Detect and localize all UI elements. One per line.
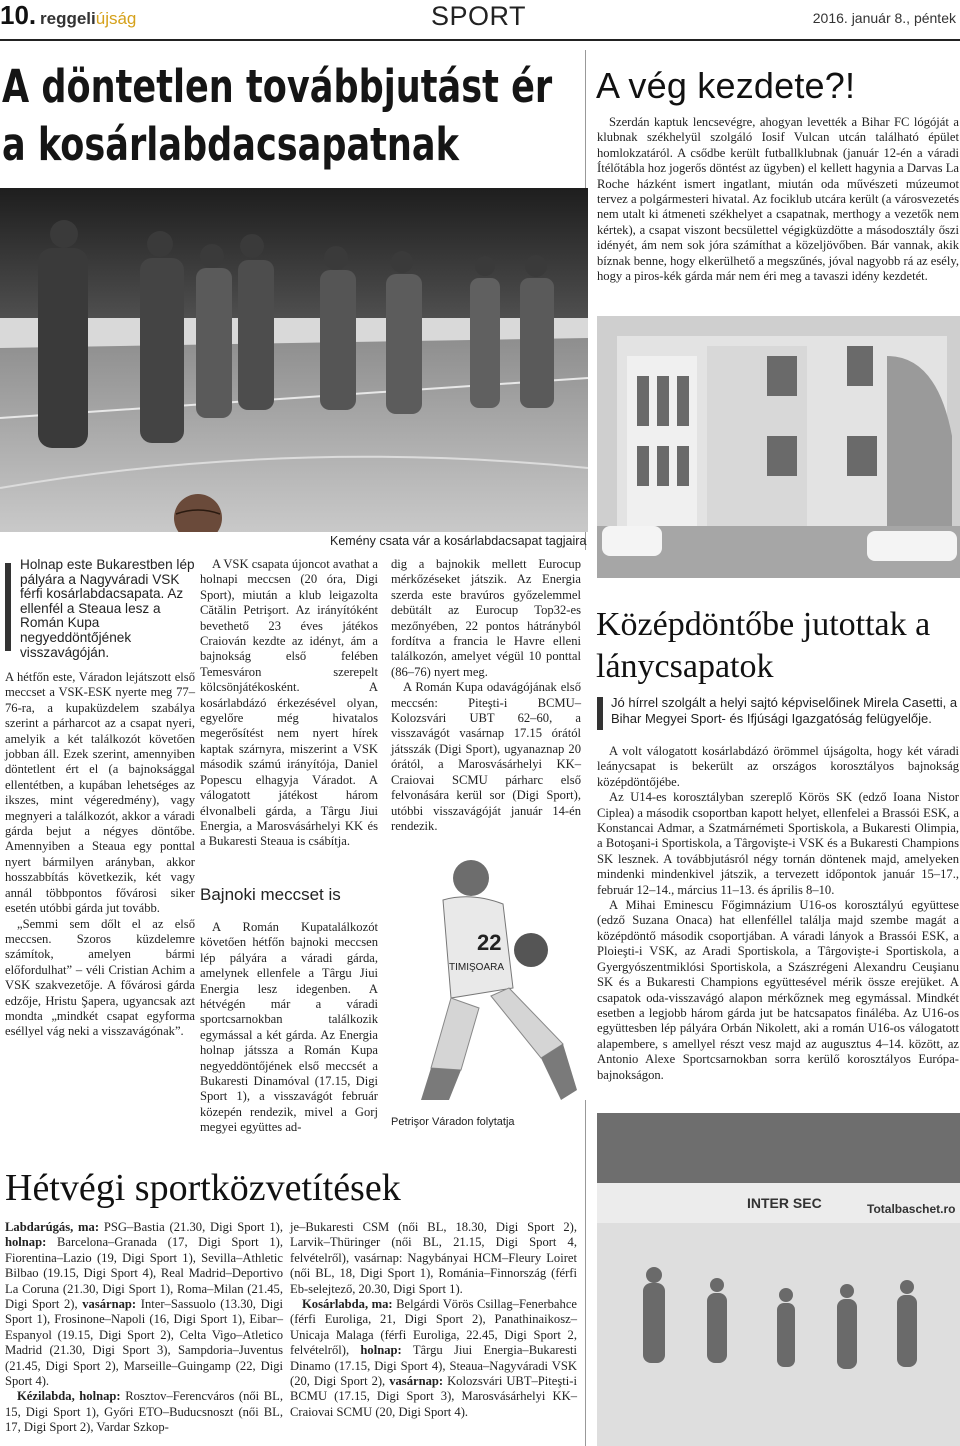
main-headline-line2: a kosárlabdacsapatnak <box>2 118 459 171</box>
tv-label: vasárnap: <box>82 1297 137 1312</box>
tv-label: holnap: <box>5 1235 47 1250</box>
basketball-team-photo <box>0 188 588 532</box>
masthead-brand <box>40 9 136 29</box>
issue-date: 2016. január 8., péntek <box>812 10 956 26</box>
tv-label: Kosárlabda, ma: <box>302 1297 393 1312</box>
tv-listing: Târgu Jiui Energia–Bukaresti Dinamo (17.15, Digi Sport 4), Steaua–Nagyváradi VSK (20, Digi Sport 2), <box>290 1343 577 1389</box>
building-illustration <box>597 316 960 578</box>
main-headline-line1: A döntetlen továbbjutást ér <box>2 60 553 113</box>
player-illustration <box>391 838 581 1110</box>
article-subheading: Bajnoki meccset is <box>200 885 341 904</box>
tv-listing: Barcelona–Granada (17, Digi Sport 1), Fiorentina–Lazio (19, Digi Sport 1), Sevilla–Athletic Bilbao (19.15, Digi Sport 4), Real Madrid–Deportivo La Coruna (21.30, Digi Sport 1), Roma–Milan (21.45, Digi Sport 2), <box>5 1235 283 1312</box>
girls-court-illustration <box>597 1113 960 1446</box>
jersey-number: 22 <box>477 930 502 955</box>
tv-label: Kézilabda, holnap: <box>17 1389 121 1404</box>
brand-accent: újság <box>95 9 137 28</box>
article-column-1 <box>5 670 195 1040</box>
court-scene-illustration <box>0 188 588 532</box>
tv-listing: Belgárdi Vörös Csillag–Fenerbahce (férfi Euroliga, 21, Digi Sport 2), Panathinaikosz–Unicaja Malaga (férfi Euroliga, 22.45, Digi Sport 2, felvételről), <box>290 1297 578 1358</box>
tv-label: Labdarúgás, ma: <box>5 1220 100 1234</box>
girls-article-paragraph: A volt válogatott kosárlabdázó örömmel újságolta, hogy két váradi leánycsapat is bekerült az országos korosztályos bajnokság középdöntőjébe. <box>597 744 959 789</box>
right-article-body <box>597 115 959 284</box>
tv-label: vasárnap: <box>389 1374 444 1389</box>
column-paragraph: „Semmi sem dőlt el az első meccsen. Szoros küzdelemre számítok, amelyen bármi előfordulhat” – véli Cristian Achim a VSK szakvezetője. A fővárosi gárda edzője, Hristu Şapera, ugyancsak azt mondta „mindkét csapat egyforma eséllyel vág neki a visszavágónak”. <box>5 916 195 1039</box>
tv-column-right <box>290 1220 577 1420</box>
banner-text: Totalbaschet.ro <box>867 1202 956 1216</box>
column-paragraph: dig a bajnokik mellett Eurocup mérkőzéseket játszik. Az Energia szerda este bravúros győzelemmel debütált az Eurocup Top32-es mezőnyében, 22 pontos hátrányból fordítva a francia le Havre elleni találkozón, amelyet végül 10 ponttal (86–76) nyert meg. <box>391 557 581 679</box>
tv-column-left <box>5 1220 283 1436</box>
article-column-2 <box>200 557 378 850</box>
header-rule <box>0 39 960 41</box>
tv-label: holnap: <box>360 1343 402 1358</box>
photo-caption: Kemény csata vár a kosárlabdacsapat tagjaira <box>330 534 587 548</box>
article-column-3 <box>391 557 581 834</box>
brand-main: reggeli <box>40 9 96 28</box>
jersey-text: TIMIŞOARA <box>449 962 505 973</box>
tv-listing: Kolozsvári UBT–Piteşti-i BCMU (17.15, Digi Sport 3), Marosvásárhelyi KK–Craiovai SCMU (20, Digi Sport 4). <box>290 1374 577 1419</box>
player-photo <box>391 838 581 1110</box>
column-paragraph: A hétfőn este, Váradon lejátszott első meccset a VSK-ESK nyerte meg 77–76-ra, a kupaküzdelem szabálya szerint a párharcot az a csapat nyeri, amelyik a két találkozót követően jobban áll. Ezek szerint, amennyiben döntetlent ért el (a bajnoksággal ellentétben, a kupában lehetséges az ikszes, mint végeredmény), vagy megnyeri a találkozót, akkor a váradi gárda bejut a négyes döntőbe. Amennyiben a Steaua egy ponttal nyert bármilyen arányban, akkor hosszabbítás következik, két vagy annál többpontos fővárosi siker esetén utóbbi gárda jut tovább. <box>5 670 195 916</box>
building-facade-photo <box>597 316 960 578</box>
girls-team-photo <box>597 1113 960 1446</box>
lead-marker-bar <box>597 697 603 730</box>
article-lead: Holnap este Bukarestben lép pályára a Nagyváradi VSK férfi kosárlabdacsapata. Az ellenfél a Steaua lesz a Román Kupa negyeddöntőjének visszavágóján. <box>20 557 195 660</box>
girls-article-paragraph: Az U14-es korosztályban szereplő Körös SK (edző Ioana Nistor Ciplea) a második csoportban kapott helyet, ellenfelei a Brassói ESK, a Konstancai Admar, a Szatmárnémeti Sportiskola, a Bukaresti Olimpia, a Botoşani-i Sportiskola, a Târgovişte-i VSK és a Bukaresti Champions SK lesznek. A továbbjutásról négy tornán döntenek majd, amelyeken mindenki mindenkivel játszik, a tervezett időpontok január 15–17., február 12–14., március 11–13. és április 8–10. <box>597 790 959 897</box>
lead-marker-bar <box>5 563 11 651</box>
girls-article-paragraph: A Mihai Eminescu Főgimnázium U16-os korosztályú együttese (edző Suzana Onaca) hat ellenféllel találja majd szembe magát a középdöntő második csoportjában. A váradi lányok a Brassói ESK, a Ploieşti-i VSK, az Aradi Sportiskola, a Târgovişte-i Sportiskola, a Gyergyószentmiklósi Sportiskola, a Szászrégeni Alexandru Ceuşianu SK és a Bukaresti Champions együttesével mérik össze erejüket. A csapatok oda-visszavágó alapon mérkőznek meg egymással. Mindkét esetben a legjobb három gárda jut be hatcsapatos fináléba. Az U16-os együttesben lép pályára Orbán Nikolett, aki a román U16-os válogatott alapembere, s amellyel részt vesz majd az augusztus 4–14. között, az Antonio Alexe Sportcsarnokban sorra kerülő korosztályos Európa-bajnokságon. <box>597 898 959 1082</box>
article-column-2b <box>200 920 378 1136</box>
tv-listing: Rosztov–Ferencváros (női BL, 15, Digi Sport 1), Győri ETO–Buducsnoszt (női BL, 17, Digi Sport 2), Vardar Szkop- <box>5 1389 284 1435</box>
main-headline <box>2 58 579 174</box>
page-number: 10. <box>0 0 37 30</box>
player-photo-caption: Petrişor Váradon folytatja <box>391 1116 515 1128</box>
right-article-headline: A vég kezdete?! <box>596 65 856 106</box>
column-paragraph: A Román Kupa odavágójának első meccsén: Piteşti-i BCMU–Kolozsvári UBT 62–60, a visszavágót vasárnap 17.15 órától játsszák (Digi Sport), ugyanaznap 20 órától, a Marosvásárhelyi KK–Craiovai SCMU párharc első felvonására kerül sor (Digi Sport), utóbbi visszavágóját január 14-én rendezik. <box>391 680 581 833</box>
girls-article-body <box>597 744 959 1083</box>
column-rule <box>585 1100 586 1446</box>
right-article-paragraph: Szerdán kaptuk lencsevégre, ahogyan levették a Bihar FC lógóját a klubnak székhelyül szolgáló Iosif Vulcan utcán található épület homlokzatáról. A csődbe került futballklubnak (január 12-én a váradi Ítélőtábla hoz jogerős döntést az ügyben) el kellett hagynia a Darvas La Roche házként ismert ingatlant, miután oda művészeti múzeumot tervez a polgármesteri hivatal. Az fociklub utcára került (a városvezetés nem utalt ki átmeneti székhelyet a csapatnak, merthogy a vezetők nem kértek), a csapat viszont becsülettel végigküzdötte a másodosztály őszi idényét, ám nem sok jóra számíthat a közeljövőben. Bár vannak, akik bíznak benne, hogy elkerülhető a megszűnés, jóval nagyobb rá az esély, hogy a piros-kék gárda már nem éri meg a tavaszi idény kezdetét. <box>597 115 959 284</box>
tv-article-headline: Hétvégi sportközvetítések <box>5 1167 401 1209</box>
tv-listing: je–Bukaresti CSM (női BL, 18.30, Digi Sport 2), Larvik–Thüringer (női BL, 21.15, Digi Sport 4, felvételről), vasárnap: Nagybányai HCM–Fleury Loiret (női BL, 18, Digi Sport 1), Románia–Finnország (férfi Eb-selejtező, 20.30, Digi Sport 1). <box>290 1220 577 1296</box>
tv-listing: Inter–Sassuolo (13.30, Digi Sport 1), Frosinone–Napoli (16, Digi Sport 1), Eibar–Espanyol (19.15, Digi Sport 2), Celta Vigo–Atletico Madrid (21.30, Digi Sport 3), Sampdoria–Juventus (21.45, Digi Sport 2), Marseille–Guingamp (22, Digi Sport 4). <box>5 1297 283 1389</box>
section-title: SPORT <box>431 1 527 31</box>
banner-text: INTER SEC <box>747 1195 822 1211</box>
column-paragraph: A Román Kupatalálkozót követően hétfőn bajnoki meccsen lép pályára a váradi gárda, amelynek ellenfele a Târgu Jiui Energia lesz idegenben. A hétvégén már a váradi sportcsarnokban találkozik egymással a két gárda. Az Energia holnap játssza a Román Kupa negyeddöntőjének első meccsét a Bukaresti Dinamóval (17.15, Digi Sport 1), a visszavágót február közepén rendezik, mivel a Gorj megyei együttes ad- <box>200 920 378 1135</box>
girls-article-lead: Jó hírrel szolgált a helyi sajtó képviselőinek Mirela Casetti, a Bihar Megyei Sport- és Ifjúsági Igazgatóság felügyelője. <box>611 695 958 726</box>
girls-article-headline: Középdöntőbe jutottak a lánycsapatok <box>596 606 931 685</box>
column-paragraph: A VSK csapata újoncot avathat a holnapi meccsen (20 óra, Digi Sport), miután a klub leigazolta Cătălin Petrişort. Az irányítóként bevethető 23 éves játékos Craiován kezdte az idényt, ám a bajnokság első felében Temesváron szerepelt kölcsönjátékosként. A kosárlabdázó érkezésével olyan, egyelőre még hivatalos megerősítést nem nyert hírek kaptak szárnyra, miszerint a VSK második számú irányítója, Daniel Popescu elhagyja Váradot. A válogatott játékost három élvonalbeli gárda, a Târgu Jiui Energia, a Marosvásárhelyi KK és a Bukaresti Steaua is csábítja. <box>200 557 378 849</box>
tv-listing: PSG–Bastia (21.30, Digi Sport 1), <box>99 1220 283 1234</box>
